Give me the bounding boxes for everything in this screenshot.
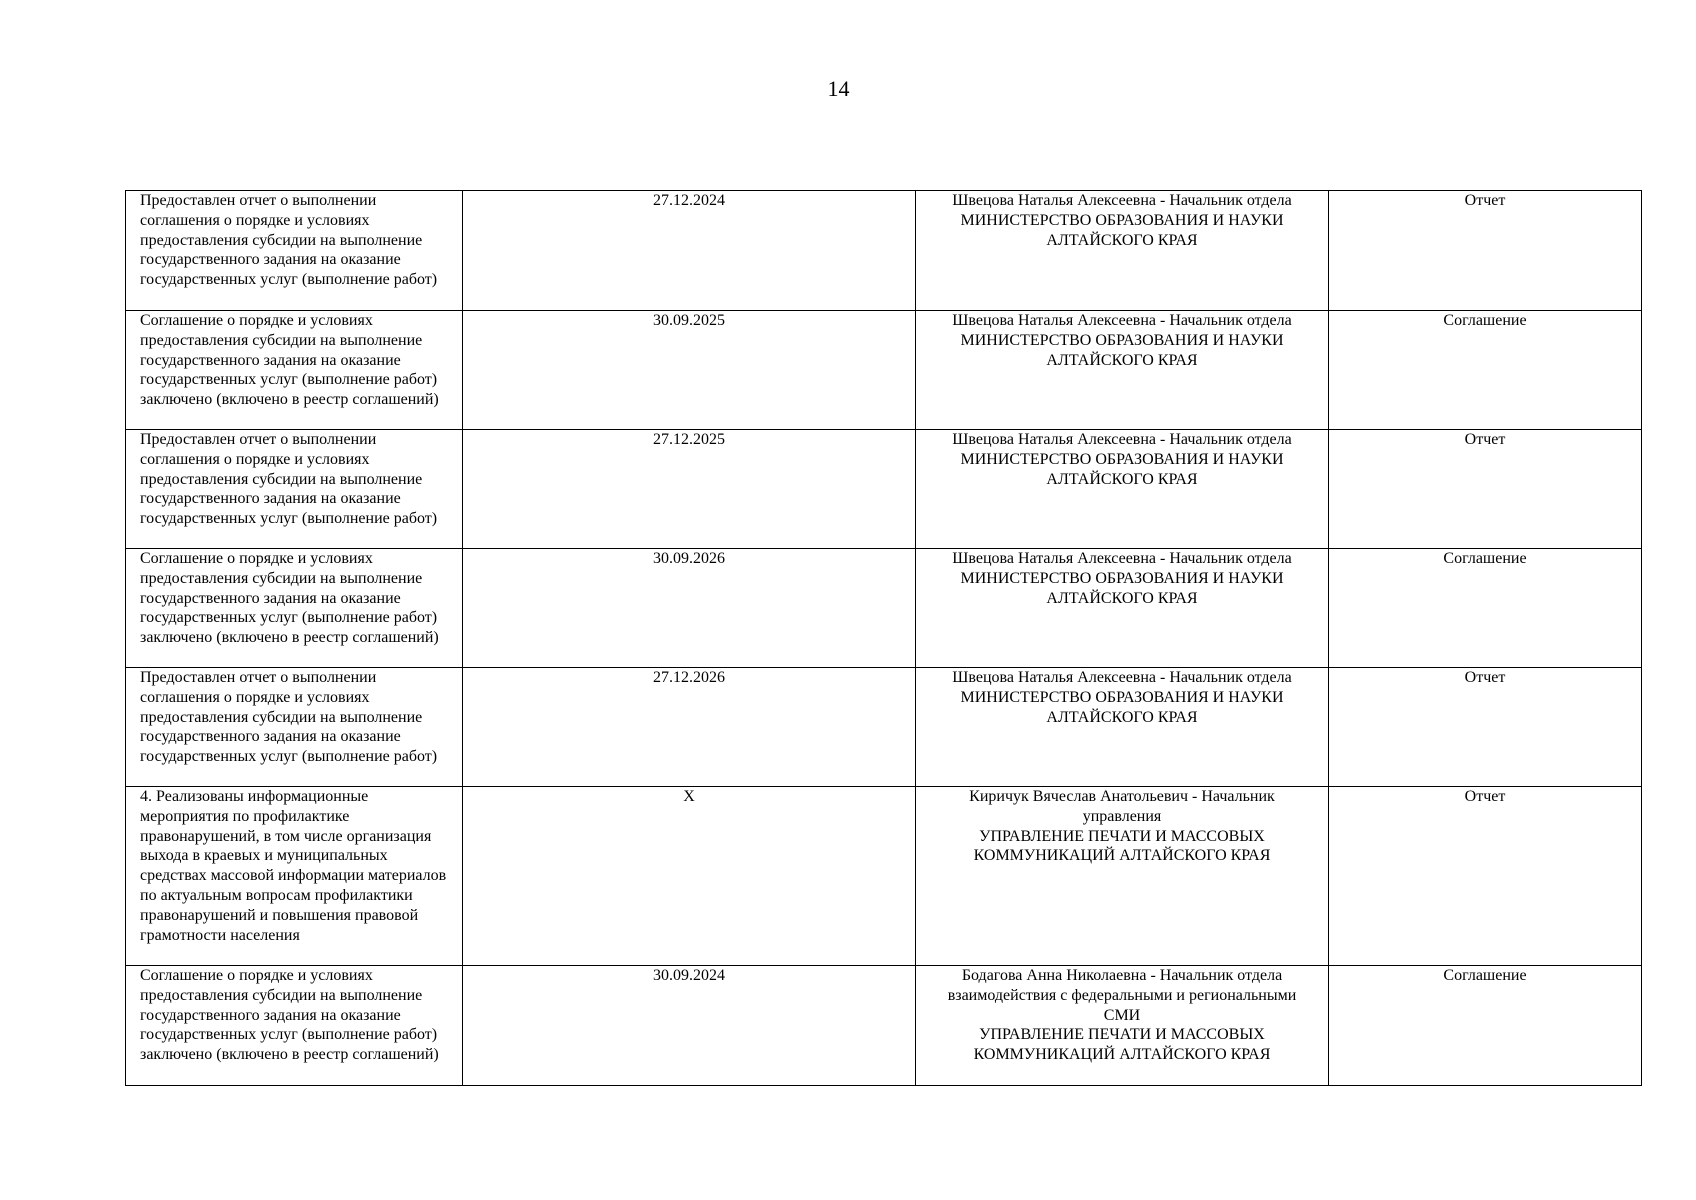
- document-type-cell: Отчет: [1329, 191, 1642, 311]
- table-row: [126, 787, 1642, 966]
- responsible-cell: [916, 549, 1329, 668]
- control-points-table: [125, 190, 1642, 1086]
- responsible-person: Киричук Вячеслав Анатольевич - Начальник управления: [969, 788, 1275, 825]
- responsible-organization: МИНИСТЕРСТВО ОБРАЗОВАНИЯ И НАУКИ АЛТАЙСКОГО КРАЯ: [960, 211, 1284, 249]
- document-type-cell: Соглашение: [1329, 549, 1642, 668]
- responsible-organization: МИНИСТЕРСТВО ОБРАЗОВАНИЯ И НАУКИ АЛТАЙСКОГО КРАЯ: [960, 331, 1284, 369]
- responsible-organization: УПРАВЛЕНИЕ ПЕЧАТИ И МАССОВЫХ КОММУНИКАЦИЙ АЛТАЙСКОГО КРАЯ: [973, 1026, 1271, 1064]
- responsible-organization: МИНИСТЕРСТВО ОБРАЗОВАНИЯ И НАУКИ АЛТАЙСКОГО КРАЯ: [960, 450, 1284, 488]
- responsible-cell: [916, 191, 1329, 311]
- document-type-cell: Соглашение: [1329, 311, 1642, 430]
- date-cell: 27.12.2026: [463, 668, 916, 787]
- event-cell: Соглашение о порядке и условиях предоставления субсидии на выполнение государственного задания на оказание государственных услуг (выполнение работ) заключено (включено в реестр соглашений): [126, 311, 463, 430]
- table-row: [126, 966, 1642, 1086]
- event-cell: Предоставлен отчет о выполнении соглашения о порядке и условиях предоставления субсидии на выполнение государственного задания на оказание государственных услуг (выполнение работ): [126, 191, 463, 311]
- table-row: [126, 549, 1642, 668]
- responsible-person: Швецова Наталья Алексеевна - Начальник отдела: [952, 669, 1292, 686]
- responsible-person: Швецова Наталья Алексеевна - Начальник отдела: [952, 192, 1292, 209]
- responsible-organization: УПРАВЛЕНИЕ ПЕЧАТИ И МАССОВЫХ КОММУНИКАЦИЙ АЛТАЙСКОГО КРАЯ: [973, 827, 1271, 865]
- date-cell: 30.09.2025: [463, 311, 916, 430]
- responsible-person: Швецова Наталья Алексеевна - Начальник отдела: [952, 431, 1292, 448]
- responsible-cell: [916, 311, 1329, 430]
- responsible-cell: [916, 668, 1329, 787]
- event-cell: Предоставлен отчет о выполнении соглашения о порядке и условиях предоставления субсидии на выполнение государственного задания на оказание государственных услуг (выполнение работ): [126, 430, 463, 549]
- event-cell: 4. Реализованы информационные мероприятия по профилактике правонарушений, в том числе организация выхода в краевых и муниципальных средствах массовой информации материалов по актуальным вопросам профилактики правонарушений и повышения правовой грамотности населения: [126, 787, 463, 966]
- event-cell: Соглашение о порядке и условиях предоставления субсидии на выполнение государственного задания на оказание государственных услуг (выполнение работ) заключено (включено в реестр соглашений): [126, 966, 463, 1086]
- responsible-cell: [916, 966, 1329, 1086]
- document-type-cell: Отчет: [1329, 430, 1642, 549]
- date-cell: 27.12.2024: [463, 191, 916, 311]
- table-row: [126, 191, 1642, 311]
- responsible-organization: МИНИСТЕРСТВО ОБРАЗОВАНИЯ И НАУКИ АЛТАЙСКОГО КРАЯ: [960, 569, 1284, 607]
- date-cell: 30.09.2024: [463, 966, 916, 1086]
- event-cell: Предоставлен отчет о выполнении соглашения о порядке и условиях предоставления субсидии на выполнение государственного задания на оказание государственных услуг (выполнение работ): [126, 668, 463, 787]
- page-number: 14: [827, 76, 850, 101]
- responsible-organization: МИНИСТЕРСТВО ОБРАЗОВАНИЯ И НАУКИ АЛТАЙСКОГО КРАЯ: [960, 688, 1284, 726]
- date-cell: 30.09.2026: [463, 549, 916, 668]
- responsible-person: Швецова Наталья Алексеевна - Начальник отдела: [952, 550, 1292, 567]
- table-row: [126, 311, 1642, 430]
- table-row: [126, 668, 1642, 787]
- responsible-cell: [916, 787, 1329, 966]
- responsible-cell: [916, 430, 1329, 549]
- date-cell: 27.12.2025: [463, 430, 916, 549]
- responsible-person: Бодагова Анна Николаевна - Начальник отдела взаимодействия с федеральными и региональными СМИ: [947, 967, 1297, 1024]
- responsible-person: Швецова Наталья Алексеевна - Начальник отдела: [952, 312, 1292, 329]
- document-type-cell: Соглашение: [1329, 966, 1642, 1086]
- date-cell: X: [463, 787, 916, 966]
- document-type-cell: Отчет: [1329, 668, 1642, 787]
- document-type-cell: Отчет: [1329, 787, 1642, 966]
- event-cell: Соглашение о порядке и условиях предоставления субсидии на выполнение государственного задания на оказание государственных услуг (выполнение работ) заключено (включено в реестр соглашений): [126, 549, 463, 668]
- table-row: [126, 430, 1642, 549]
